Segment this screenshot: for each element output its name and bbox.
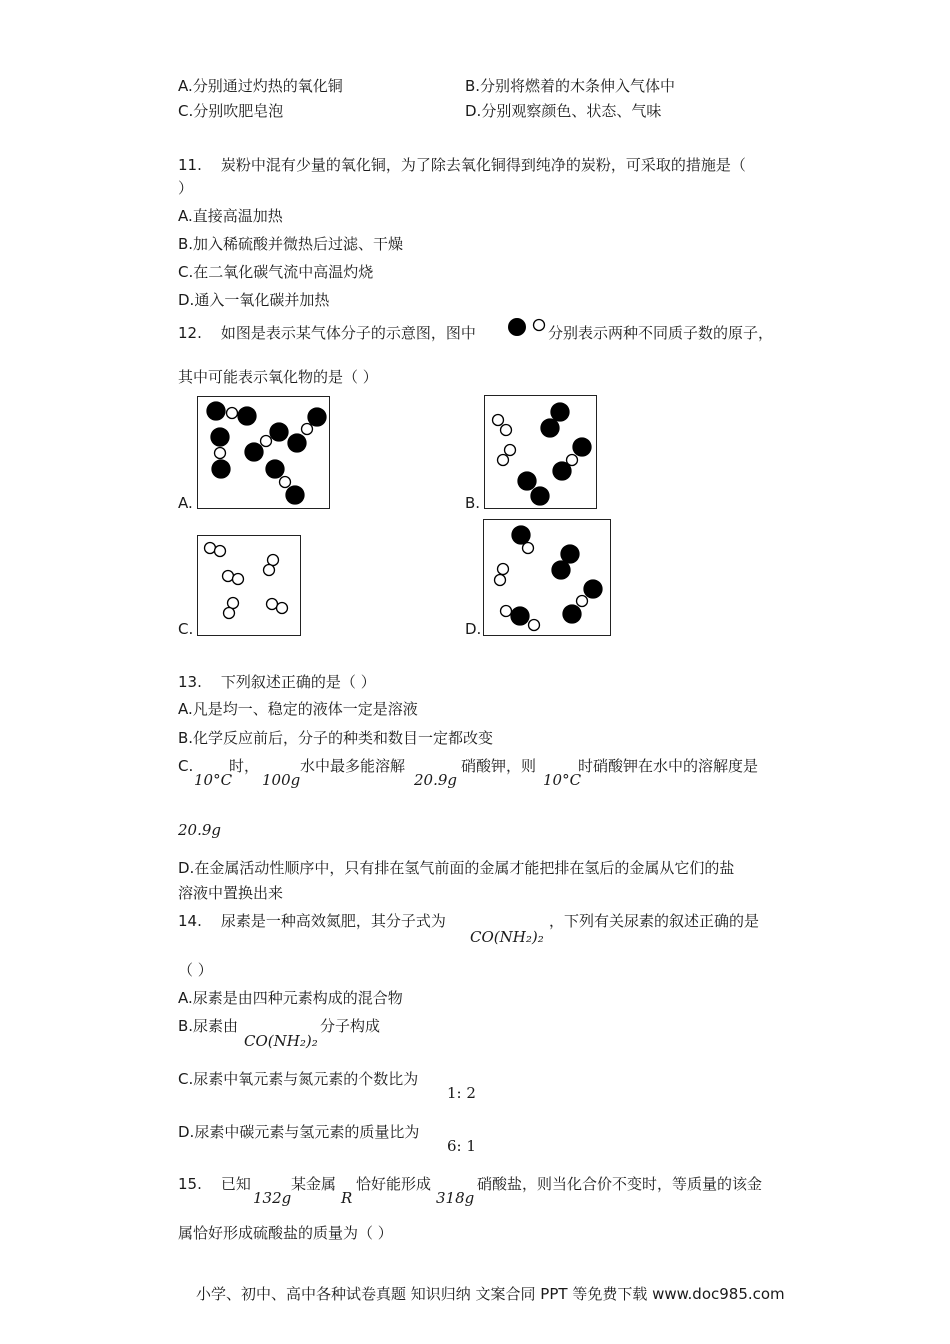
diagram-c — [197, 535, 301, 636]
diagram-a — [197, 396, 330, 509]
q14-option-b-suffix: 分子构成 — [320, 1017, 381, 1035]
diagram-c-label: C. — [178, 620, 194, 638]
diagram-d-label: D. — [465, 620, 482, 638]
q13-temp-10c-2: 10°C — [543, 771, 582, 789]
q15-mass-318g: 318g — [436, 1189, 475, 1207]
q13-option-b: B.化学反应前后，分子的种类和数目一定都改变 — [178, 729, 494, 747]
q11-option-b: B.加入稀硫酸并微热后过滤、干燥 — [178, 235, 404, 253]
q14-option-c-ratio: 1: 2 — [447, 1084, 476, 1102]
q11-option-c: C.在二氧化碳气流中高温灼烧 — [178, 263, 374, 281]
q13-c-text1: 时， — [229, 757, 260, 775]
q13-temp-10c: 10°C — [194, 771, 233, 789]
q14-option-c: C.尿素中氧元素与氮元素的个数比为 — [178, 1070, 419, 1088]
q11-option-a: A.直接高温加热 — [178, 207, 283, 225]
q13-mass-209g: 20.9g — [414, 771, 458, 789]
q11-option-d: D.通入一氧化碳并加热 — [178, 291, 330, 309]
q13-option-a: A.凡是均一、稳定的液体一定是溶液 — [178, 700, 418, 718]
q14-stem-end: （ ） — [178, 961, 213, 979]
q13-option-d-line1: D.在金属活动性顺序中，只有排在氢气前面的金属才能把排在氢后的金属从它们的盐 — [178, 859, 735, 877]
q10-option-d: D.分别观察颜色、状态、气味 — [465, 102, 662, 120]
q13-stem: 13. 下列叙述正确的是（ ） — [178, 673, 376, 691]
diagram-b — [484, 395, 597, 509]
q15-text2: 恰好能形成 — [356, 1175, 432, 1193]
q15-metal-r: R — [341, 1189, 353, 1207]
q13-option-d-line2: 溶液中置换出来 — [178, 884, 284, 902]
q15-line2: 属恰好形成硫酸盐的质量为（ ） — [178, 1224, 393, 1242]
q12-stem-line2: 其中可能表示氧化物的是（ ） — [178, 368, 378, 386]
q15-text3: 硝酸盐，则当化合价不变时，等质量的该金 — [477, 1175, 763, 1193]
q14-stem-post: ，下列有关尿素的叙述正确的是 — [549, 912, 760, 930]
q13-option-c-prefix: C. — [178, 757, 194, 775]
q12-stem-post: 分别表示两种不同质子数的原子， — [548, 324, 774, 342]
q13-c-text2: 水中最多能溶解 — [300, 757, 406, 775]
q14-option-b-prefix: B.尿素由 — [178, 1017, 239, 1035]
q11-stem: 11. 炭粉中混有少量的氧化铜，为了除去氧化铜得到纯净的炭粉，可采取的措施是（ — [178, 156, 746, 174]
q13-mass-100g: 100g — [262, 771, 301, 789]
q10-option-a: A.分别通过灼热的氧化铜 — [178, 77, 343, 95]
q14-formula: CO(NH₂)₂ — [470, 928, 544, 946]
q14-option-a: A.尿素是由四种元素构成的混合物 — [178, 989, 403, 1007]
q14-stem: 14. 尿素是一种高效氮肥，其分子式为 — [178, 912, 446, 930]
q15-text1: 某金属 — [291, 1175, 337, 1193]
q14-option-b-formula: CO(NH₂)₂ — [244, 1032, 318, 1050]
q13-c-text3: 硝酸钾，则 — [461, 757, 537, 775]
q13-mass-209g-2: 20.9g — [178, 821, 222, 839]
q11-stem-end: ） — [178, 179, 194, 197]
q14-option-d-ratio: 6: 1 — [447, 1137, 476, 1155]
diagram-a-label: A. — [178, 494, 193, 512]
diagram-d — [483, 519, 611, 636]
diagram-b-label: B. — [465, 494, 481, 512]
q15-mass-132g: 132g — [253, 1189, 292, 1207]
q10-option-b: B.分别将燃着的木条伸入气体中 — [465, 77, 676, 95]
q13-c-text4: 时硝酸钾在水中的溶解度是 — [578, 757, 759, 775]
q15-prefix: 15. 已知 — [178, 1175, 251, 1193]
q12-stem-pre: 12. 如图是表示某气体分子的示意图，图中 — [178, 324, 476, 342]
footer-ad-text: 小学、初中、高中各种试卷真题 知识归纳 文案合同 PPT 等免费下载 www.doc985.com — [196, 1285, 785, 1303]
q14-option-d: D.尿素中碳元素与氢元素的质量比为 — [178, 1123, 420, 1141]
atom-legend-icon — [507, 316, 547, 338]
q10-option-c: C.分别吹肥皂泡 — [178, 102, 284, 120]
